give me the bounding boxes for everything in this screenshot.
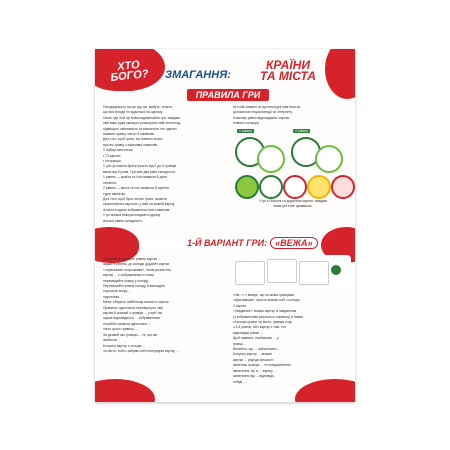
- bottom-left-text: Підготовка: виберіть рівень картки ... задайте рівень, до колоди додайте картки з червоними «сорочками», потім розмістіть картки ... з зображенням столиці переміщайте кожну у колоду. Перемішайте кожну колоду й викладіть сорочкою вгору ... підготовка ... Мета: обирати найбільшу кількість карток. Правила: одночасно перевернуть свої картки й кожний з гравців ... у цей час шукає відповідність ... зображенням потрібно назвати одночасно ... після цього гравець ... За деякий час гравцю ... те, що він знайшов ... Бонусну картку з колоди ... чи місто, тобто забрав собі попередню картку ...: [103, 257, 179, 353]
- page-title: КРАЇНИ ТА МІСТА: [260, 58, 316, 83]
- green-token-icon: [331, 265, 341, 275]
- bonus-card-3: [283, 175, 307, 199]
- level-2-card-b: [315, 145, 343, 173]
- card-stack-3: [299, 261, 329, 285]
- rules-banner: ПРАВИЛА ГРИ: [187, 89, 269, 101]
- level-1-card-b: [257, 145, 285, 173]
- bonus-card-1: [235, 175, 259, 199]
- red-bottom-left-blob: [95, 379, 155, 402]
- card-stack-1: [235, 261, 265, 285]
- left-column-text: Погоджуємося на цю гру, ви, мабуть, знаєте, що всіх всюди не вдасться на одному. Свою гру! Але це нова надзвичайна гра, завдяки якій ваші рідні зможуть розширити свій світогляд, підвищить кмітливість та визначити хто здатен назвати країну, місто із символів. Для того, щоб грати, ви повинні знати про всі гравці з картками символів, У наборі містяться: • 72 картки; • інструкція. У цій грі можна брати участь від 2 до 6 гравців віком від 5 років. Гра має два рівні складності: 1 рівень — країни та їхні символи й дати питання; 2 рівень — міста та їхні символи й архітек- турні пам'ятки. Для того, щоб було легше грати, можете скористатися карткою, у якій на кожній картці зі міста подано зображення їхніх символів. У грі можна використовувати одразу кількох рівнів складності.: [103, 105, 181, 223]
- level-2-label: 2 рівень: [295, 129, 309, 133]
- subtitle: ЗМАГАННЯ:: [165, 69, 231, 81]
- tower-cards-illustration: [233, 255, 351, 291]
- bonus-card-4: [307, 175, 331, 199]
- red-right-blob: [325, 49, 355, 99]
- bonus-card-5: [331, 175, 355, 199]
- bottom-right-text: «Ум...» » вказує, що за всіма гравцями «Щасливчик»: просто візьми собі з колоди 2 картки. «Завдання»: візьми картку із завданням (з зображенням реального символу) й назви столицю країни чи місто, гравцю слід з 3-4 рівень, або картку з тим, хто відповідає рівню ... Щоб назвати, позбавляю ... у гравці ... Впевніть, що ... зобов'язано ... Бонусну картку ... візьми картки ... раунди кількості запитань гравцю ... та повідомлення запитання, як, в ... картку ... запитання від ... відповідь, побіді ...: [233, 293, 303, 384]
- bonus-caption: У грі є бонусні та додаткові картки, завдяки яким гра стає цікавішою.: [258, 199, 328, 209]
- level-1-label: 1 рівень: [239, 129, 253, 133]
- bonus-card-2: [259, 175, 283, 199]
- card-stack-2: [267, 259, 297, 283]
- variant-name: «ВЕЖА»: [270, 237, 317, 249]
- rules-sheet: [95, 49, 355, 402]
- right-top-text: як їхній символ чи архітектурні пам'ятки за допомогою енциклопедії чи інтернету. Кожному рівню відповідають картки певного кольору.: [233, 105, 301, 126]
- logo-text: ХТО БОГО?: [109, 58, 150, 84]
- variant-title: [187, 237, 318, 249]
- variant-prefix: 1-Й ВАРІАНТ ГРИ:: [187, 238, 268, 248]
